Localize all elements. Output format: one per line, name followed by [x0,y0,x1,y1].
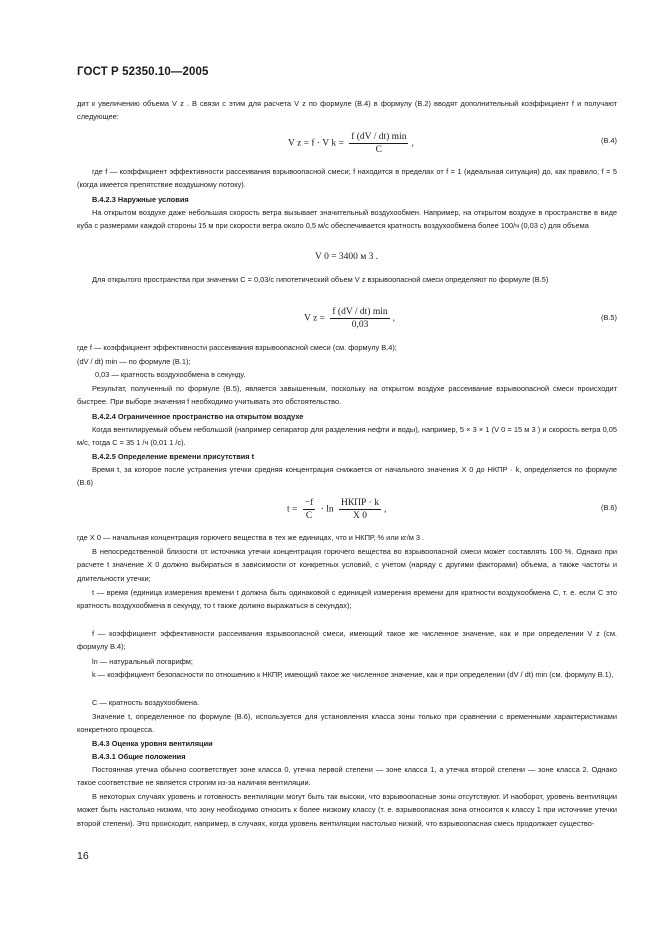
document-header: ГОСТ Р 52350.10—2005 [77,66,209,78]
formula-numerator: f (dV / dt) min [332,307,388,317]
definition-line: где f — коэффициент эффективности рассеивания взрывоопасной смеси (см. формулу В.4); [77,343,397,352]
paragraph: ln — натуральный логарифм; [92,657,193,666]
formula-b5 [304,306,395,331]
page-number: 16 [77,850,89,862]
formula-denominator: C [305,511,313,521]
paragraph: Время t, за которое после устранения утечки средняя концентрация снижается от начального значения X 0 до НКПР · k, определяется по формуле (В.6) [77,465,617,488]
paragraph: Когда вентилируемый объем небольшой (например сепаратор для разделения нефти и воды), например, 5 × 3 × 1 (V 0 = 15 м 3 ) и скорость ветра 0,05 м/с, тогда C = 35 1 /ч (0,01 1 /с). [77,425,617,448]
formula-v0: V 0 = 3400 м 3 . [315,252,379,262]
paragraph: Постоянная утечка обычно соответствует зоне класса 0, утечка первой степени — зоне класса 1, а утечка второй степени — зоне класса 2. Однако такое соответствие не является строгим из-за наличия вентиляции. [77,765,617,788]
section-heading: В.4.3 Оценка уровня вентиляции [92,739,213,748]
formula-lhs: t = [287,504,298,515]
equation-number: (В.6) [600,503,617,512]
formula-b6 [287,497,386,522]
paragraph: C — кратность воздухообмена. [92,698,200,707]
section-heading: В.4.2.5 Определение времени присутствия t [92,452,255,461]
section-heading: В.4.2.4 Ограниченное пространство на открытом воздухе [92,412,304,421]
formula-lhs: V z = f · V k = [288,138,344,149]
formula-denominator: 0,03 [351,320,369,330]
formula-numerator: НКПР · k [340,498,379,508]
formula-lhs: V z = [304,313,326,324]
section-heading: В.4.2.3 Наружные условия [92,195,189,204]
formula-denominator: X 0 [352,511,367,521]
paragraph: На открытом воздухе даже небольшая скорость ветра вызывает значительный воздухообмен. Например, на открытом воздухе в пространстве в виде куба с размерами каждой стороны 15 м при скорости ветра около 0,5 м/с обеспечивается кратность воздухообмена более 100/ч (0,03 с) для объема [77,208,617,231]
paragraph: В непосредственной близости от источника утечки концентрация горючего вещества во взрывоопасной смеси может составлять 100 %. Однако при расчете t значение X 0 должно выбираться в зависимости от конкретных условий, с учетом (наряду с другими факторами) объема, а также частоты и длительности утечки; [77,547,617,583]
formula-fraction [339,497,381,522]
formula-numerator: f (dV / dt) min [351,132,407,142]
paragraph: Результат, полученный по формуле (В.5), является завышенным, поскольку на открытом воздухе рассеивание взрывоопасной смеси происходит быстрее. При выборе значения f необходимо учитывать это обстоятельство. [77,384,617,407]
formula-operator: · ln [320,504,334,515]
paragraph: Значение t, определенное по формуле (В.6), используется для установления класса зоны только при сравнении с временными характеристиками конкретного процесса. [77,712,617,735]
formula-b4 [288,131,414,156]
paragraph: t — время (единица измерения времени t должна быть одинаковой с единицей измерения времени для кратности воздухообмена C, т. е. если C это кратность воздухообмена в секунду, то t также должно выражаться в секундах); [77,588,617,611]
section-heading: В.4.3.1 Общие положения [92,752,186,761]
formula-fraction [303,497,316,522]
paragraph: где f — коэффициент эффективности рассеивания взрывоопасной смеси; f находится в пределах от f = 1 (идеальная ситуация) до, как правило, f = 5 (когда имеется препятствие воздушному потоку). [77,167,617,190]
equation-number: (В.5) [600,313,617,322]
paragraph: k — коэффициент безопасности по отношению к НКПР, имеющий такое же численное значение, как и при определении (dV / dt) min (см. формулу В.1), [92,670,614,679]
paragraph: дит к увеличению объема V z . В связи с этим для расчета V z по формуле (В.4) в формулу (В.2) вводят дополнительный коэффициент f и получают следующее: [77,99,617,122]
definition-line: 0,03 — кратность воздухообмена в секунду. [95,370,246,379]
formula-tail: , [392,313,396,324]
formula-tail: , [383,504,387,515]
formula-numerator: −f [304,498,314,508]
formula-fraction [330,306,389,331]
paragraph: f — коэффициент эффективности рассеивания взрывоопасной смеси, имеющий такое же численное значение, как и при определении V z (см. формулу В.4); [77,629,617,652]
formula-fraction [349,131,408,156]
paragraph: где X 0 — начальная концентрация горючего вещества в тех же единицах, что и НКПР, % или кг/м 3 . [77,533,425,542]
formula-tail: , [411,138,414,149]
paragraph: В некоторых случаях уровень и готовность вентиляции могут быть так высоки, что взрывоопасные зоны отсутствуют. И наоборот, уровень вентиляции может быть настолько низким, что зону необходимо относить к более низкому классу (т. е. взрывоопасная зона относится к классу 1 при источнике утечки второй степени). Это происходит, например, в случаях, когда уровень вентиляции настолько низкий, что взрывоопасная смесь продолжает существо- [77,792,617,828]
paragraph: Для открытого пространства при значении C = 0,03/с гипотетический объем V z взрывоопасной смеси определяют по формуле (В.5) [92,275,549,284]
equation-number: (В.4) [600,136,617,145]
formula-denominator: C [375,145,383,155]
definition-line: (dV / dt) min — по формуле (В.1); [77,357,191,366]
